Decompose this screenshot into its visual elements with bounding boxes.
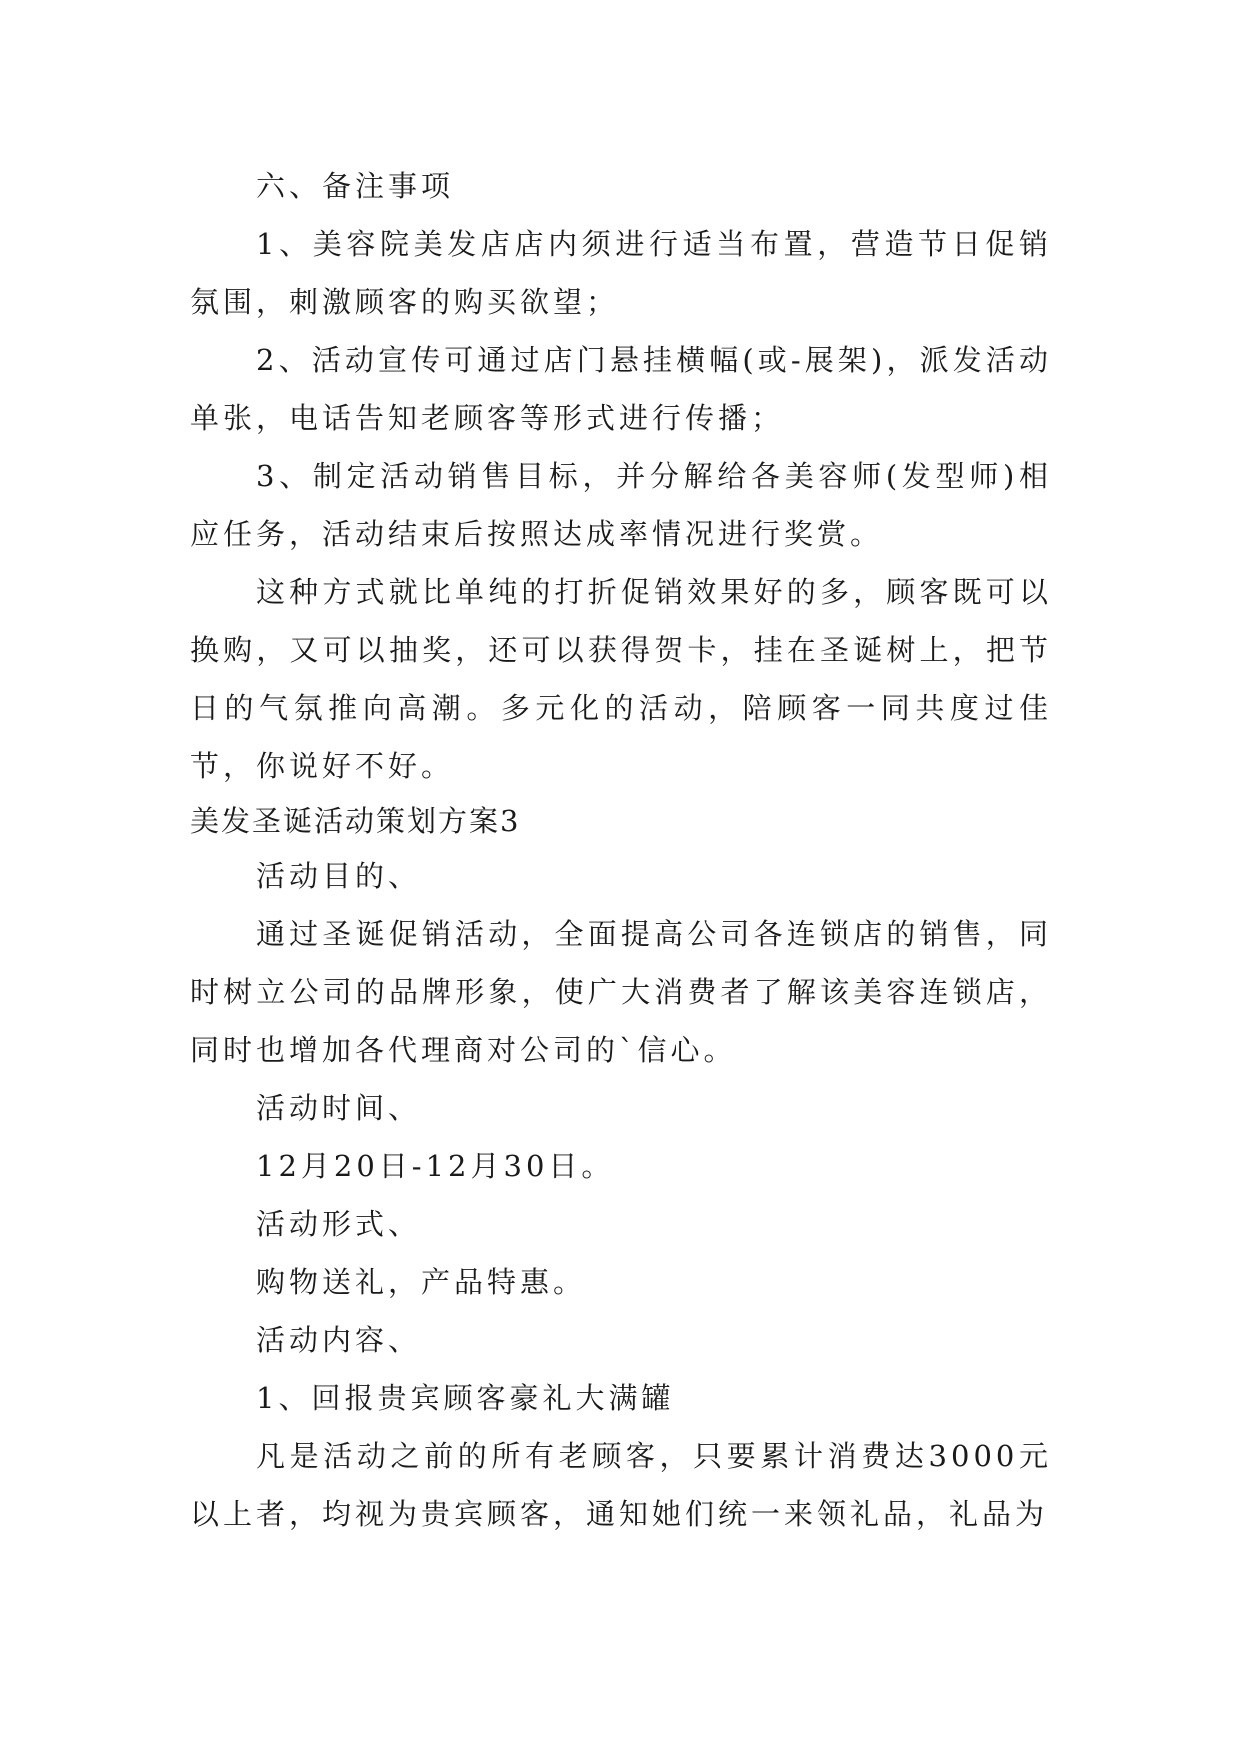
remark-item-2: 2、活动宣传可通过店门悬挂横幅(或-展架)，派发活动单张，电话告知老顾客等形式进行传播； (190, 343, 1052, 435)
purpose-label: 活动目的、 (256, 859, 422, 893)
remark-item-3: 3、制定活动销售目标，并分解给各美容师(发型师)相应任务，活动结束后按照达成率情况进行奖赏。 (190, 459, 1052, 551)
summary-paragraph: 这种方式就比单纯的打折促销效果好的多，顾客既可以换购，又可以抽奖，还可以获得贺卡，挂在圣诞树上，把节日的气氛推向高潮。多元化的活动，陪顾客一同共度过佳节，你说好不好。 (190, 575, 1052, 783)
form-paragraph: 购物送礼，产品特惠。 (256, 1265, 587, 1299)
content-item-1: 1、回报贵宾顾客豪礼大满罐 (256, 1381, 675, 1415)
plan-3-heading: 美发圣诞活动策划方案3 (190, 804, 521, 838)
form-label: 活动形式、 (256, 1207, 422, 1241)
time-paragraph: 12月20日-12月30日。 (256, 1149, 615, 1183)
content-item-1-paragraph: 凡是活动之前的所有老顾客，只要累计消费达3000元以上者，均视为贵宾顾客，通知她们统一来领礼品，礼品为 (190, 1439, 1052, 1531)
document-body (190, 157, 1052, 1543)
remark-item-1: 1、美容院美发店店内须进行适当布置，营造节日促销氛围，刺激顾客的购买欲望； (190, 227, 1052, 319)
purpose-paragraph: 通过圣诞促销活动，全面提高公司各连锁店的销售，同时树立公司的品牌形象，使广大消费者了解该美容连锁店，同时也增加各代理商对公司的`信心。 (190, 917, 1052, 1067)
content-label: 活动内容、 (256, 1323, 422, 1357)
remarks-title: 六、备注事项 (256, 169, 455, 203)
time-label: 活动时间、 (256, 1091, 422, 1125)
